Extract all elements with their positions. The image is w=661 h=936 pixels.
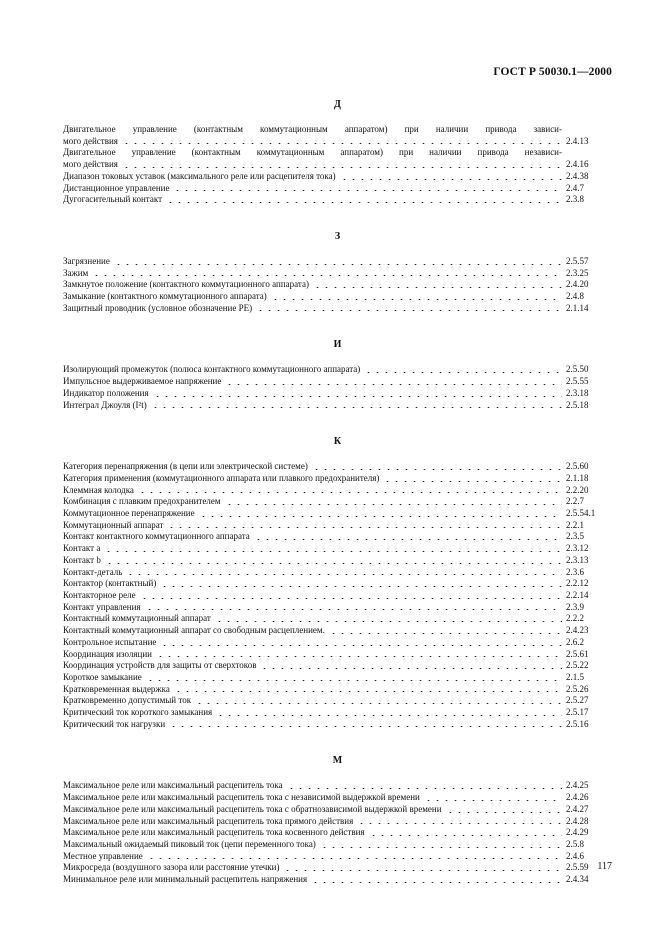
entry-ref: 2.4.29 xyxy=(566,827,589,838)
dot-leader xyxy=(104,551,562,552)
dot-leader xyxy=(287,788,562,789)
entry-ref: 2.4.25 xyxy=(566,780,589,791)
entry-ref: 2.5.55 xyxy=(566,376,589,387)
entry-ref: 2.4.13 xyxy=(566,135,589,146)
entry-term: Контакторное реле xyxy=(63,589,136,600)
dot-leader xyxy=(225,384,562,385)
entry-term: Максимальное реле или максимальный расцепитель тока с обратнозависимой выдержкой времени xyxy=(63,803,442,814)
dot-leader xyxy=(145,609,562,610)
entry-term-line1: Двигательное управление (контактным коммутационным аппаратом) при наличии привода независи- xyxy=(63,147,562,158)
index-section xyxy=(63,754,612,885)
entry-term: Коммутационное перенапряжение xyxy=(63,508,195,519)
entry-term: Короткое замыкание xyxy=(63,671,142,682)
dot-leader xyxy=(271,299,562,300)
entry-term: Координация изоляции xyxy=(63,648,152,659)
entry-ref: 2.1.5 xyxy=(566,671,584,682)
entry-ref: 2.4.28 xyxy=(566,815,589,826)
entry-term: Местное управление xyxy=(63,850,143,861)
entry-term: Контактный коммутационный аппарат xyxy=(63,613,211,624)
entry-term: Индикатор положения xyxy=(63,387,149,398)
dot-leader xyxy=(216,715,562,716)
dot-leader xyxy=(312,469,562,470)
page-number: 117 xyxy=(597,861,612,872)
entry-ref: 2.4.26 xyxy=(566,792,589,803)
index-entry xyxy=(63,684,612,696)
section-letter: М xyxy=(332,755,343,767)
entry-ref: 2.5.50 xyxy=(566,364,589,375)
dot-leader xyxy=(105,563,562,564)
entry-term: Критический ток короткого замыкания xyxy=(63,707,213,718)
entry-ref: 2.3.6 xyxy=(566,566,584,577)
entry-ref: 2.3.25 xyxy=(566,267,589,278)
index-entry xyxy=(63,874,612,886)
entry-ref: 2.4.27 xyxy=(566,803,589,814)
index-entry xyxy=(63,147,612,170)
dot-leader xyxy=(122,167,562,168)
index-section xyxy=(63,338,612,411)
entry-term: Контакт b xyxy=(63,554,101,565)
index-entry xyxy=(63,567,612,579)
index-entry xyxy=(63,839,612,851)
dot-leader xyxy=(92,275,562,276)
entry-term: Максимальное реле или максимальный расцепитель тока прямого действия xyxy=(63,815,354,826)
entry-ref: 2.5.57 xyxy=(566,255,589,266)
entry-term: Контактный коммутационный аппарат со свободным расцеплением. xyxy=(63,625,325,636)
entry-ref: 2.2.20 xyxy=(566,484,589,495)
entry-term: мого действия xyxy=(63,159,118,170)
entry-term: Контакт a xyxy=(63,543,101,554)
index-entry xyxy=(63,637,612,649)
entry-term: Замкнутое положение (контактного коммутационного аппарата) xyxy=(63,279,309,290)
entry-term: Замыкание (контактного коммутационного аппарата) xyxy=(63,291,267,302)
entry-term: Диапазон токовых уставок (максимального реле или расцепителя тока) xyxy=(63,170,336,181)
dot-leader xyxy=(153,396,562,397)
dot-leader xyxy=(167,527,562,528)
entry-ref: 2.5.60 xyxy=(566,461,589,472)
entry-ref: 2.5.61 xyxy=(566,648,589,659)
dot-leader xyxy=(166,202,562,203)
dot-leader xyxy=(283,870,562,871)
dot-leader xyxy=(122,143,562,144)
entry-ref: 2.4.8 xyxy=(566,291,584,302)
index-entry xyxy=(63,194,612,206)
index-section xyxy=(63,435,612,730)
index-entry xyxy=(63,578,612,590)
index-section xyxy=(63,230,612,315)
entry-term: Зажим xyxy=(63,267,89,278)
index-entry xyxy=(63,291,612,303)
entry-ref: 2.2.12 xyxy=(566,578,589,589)
index-entry xyxy=(63,555,612,567)
entry-ref: 2.5.8 xyxy=(566,838,584,849)
dot-leader xyxy=(340,179,562,180)
entry-term: Кратковременно допустимый ток xyxy=(63,695,192,706)
dot-leader xyxy=(199,516,562,517)
dot-leader xyxy=(313,287,562,288)
entry-term: Микросреда (воздушного зазора или расстояние утечки) xyxy=(63,862,280,873)
index-entry xyxy=(63,508,612,520)
entry-term: Максимальное реле или максимальный расцепитель тока косвенного действия xyxy=(63,827,365,838)
entry-term: Максимальный ожидаемый пиковый ток (цепи переменного тока) xyxy=(63,838,316,849)
entry-term: Контакт-деталь xyxy=(63,566,123,577)
index-entry xyxy=(63,649,612,661)
entry-term: Контакт контактного коммутационного аппарата xyxy=(63,531,250,542)
entry-term: Клеммная колодка xyxy=(63,484,134,495)
entry-ref: 2.2.2 xyxy=(566,613,584,624)
index-entry xyxy=(63,590,612,602)
dot-leader xyxy=(173,190,562,191)
entry-ref: 2.5.59 xyxy=(566,862,589,873)
dot-leader xyxy=(225,504,562,505)
index-entry xyxy=(63,303,612,315)
index-entry xyxy=(63,602,612,614)
section-letter: Д xyxy=(334,99,341,110)
dot-leader xyxy=(357,823,562,824)
entry-ref: 2.3.13 xyxy=(566,554,589,565)
index-entry xyxy=(63,256,612,268)
index-entry xyxy=(63,279,612,291)
entry-term: Интеграл Джоуля (I²t) xyxy=(63,399,147,410)
index-entry xyxy=(63,862,612,874)
entry-term: Дистанционное управление xyxy=(63,182,170,193)
entry-term: Категория перенапряжения (в цепи или электрической системе) xyxy=(63,461,308,472)
entry-ref: 2.5.54.1 xyxy=(566,508,596,519)
dot-leader xyxy=(424,800,562,801)
dot-leader xyxy=(138,492,562,493)
entry-ref: 2.5.18 xyxy=(566,399,589,410)
entry-term: Критический ток нагрузки xyxy=(63,718,166,729)
dot-leader xyxy=(160,645,562,646)
dot-leader xyxy=(126,574,562,575)
entry-term: Координация устройств для защиты от сверхтоков xyxy=(63,660,257,671)
index-entry xyxy=(63,364,612,376)
dot-leader xyxy=(383,481,562,482)
index-entry xyxy=(63,268,612,280)
entry-term: Максимальное реле или максимальный расцепитель тока с независимой выдержкой времени xyxy=(63,792,420,803)
entry-ref: 2.4.20 xyxy=(566,279,589,290)
entry-term: мого действия xyxy=(63,135,118,146)
entry-term: Защитный проводник (условное обозначение PE) xyxy=(63,302,253,313)
entry-ref: 2.4.38 xyxy=(566,170,589,181)
entry-term: Импульсное выдерживаемое напряжение xyxy=(63,376,222,387)
dot-leader xyxy=(147,858,562,859)
entry-ref: 2.5.22 xyxy=(566,660,589,671)
entry-ref: 2.5.16 xyxy=(566,718,589,729)
entry-ref: 2.4.16 xyxy=(566,159,589,170)
dot-leader xyxy=(369,835,562,836)
index-entry xyxy=(63,461,612,473)
dot-leader xyxy=(329,633,562,634)
dot-leader xyxy=(311,882,562,883)
entry-term: Загрязнение xyxy=(63,255,110,266)
entry-term: Коммутационный аппарат xyxy=(63,519,164,530)
index-section xyxy=(63,98,612,206)
entry-ref: 2.3.5 xyxy=(566,531,584,542)
index-entry xyxy=(63,613,612,625)
dot-leader xyxy=(151,407,562,408)
dot-leader xyxy=(215,621,562,622)
entry-ref: 2.2.1 xyxy=(566,519,584,530)
entry-ref: 2.3.12 xyxy=(566,543,589,554)
entry-term: Кратковременная выдержка xyxy=(63,683,170,694)
entry-term: Комбинация с плавким предохранителем xyxy=(63,496,221,507)
entry-term: Контакт управления xyxy=(63,601,141,612)
dot-leader xyxy=(256,310,562,311)
index-entry xyxy=(63,543,612,555)
entry-ref: 2.4.23 xyxy=(566,625,589,636)
entry-term: Дугогасительный контакт xyxy=(63,194,163,205)
index-content xyxy=(63,94,612,886)
index-entry xyxy=(63,804,612,816)
index-entry xyxy=(63,400,612,412)
dot-leader xyxy=(114,264,562,265)
document-header: ГОСТ Р 50030.1—2000 xyxy=(493,66,612,78)
dot-leader xyxy=(156,656,562,657)
index-entry xyxy=(63,183,612,195)
entry-ref: 2.1.14 xyxy=(566,302,589,313)
entry-ref: 2.2.14 xyxy=(566,589,589,600)
dot-leader xyxy=(169,726,562,727)
entry-ref: 2.4.7 xyxy=(566,182,584,193)
entry-term: Контактор (контактный) xyxy=(63,578,157,589)
dot-leader xyxy=(174,691,562,692)
index-entry xyxy=(63,520,612,532)
index-entry xyxy=(63,376,612,388)
entry-term-line1: Двигательное управление (контактным коммутационным аппаратом) при наличии привода зависи- xyxy=(63,124,562,134)
index-entry xyxy=(63,719,612,731)
index-entry xyxy=(63,707,612,719)
entry-ref: 2.1.18 xyxy=(566,472,589,483)
entry-ref: 2.3.9 xyxy=(566,601,584,612)
entry-term: Категория применения (коммутационного аппарата или плавкого предохранителя) xyxy=(63,472,380,483)
index-entry xyxy=(63,124,612,147)
entry-ref: 2.4.34 xyxy=(566,874,589,885)
index-entry xyxy=(63,473,612,485)
index-entry xyxy=(63,851,612,863)
entry-term: Минимальное реле или минимальный расцепитель напряжения xyxy=(63,874,308,885)
dot-leader xyxy=(446,812,562,813)
dot-leader xyxy=(140,598,562,599)
dot-leader xyxy=(260,668,562,669)
index-entry xyxy=(63,660,612,672)
entry-ref: 2.6.2 xyxy=(566,636,584,647)
dot-leader xyxy=(146,680,562,681)
index-entry xyxy=(63,625,612,637)
entry-term: Максимальное реле или максимальный расцепитель тока xyxy=(63,780,283,791)
index-entry xyxy=(63,485,612,497)
index-entry xyxy=(63,531,612,543)
entry-term: Изолирующий промежуток (полюса контактного коммутационного аппарата) xyxy=(63,364,361,375)
index-entry xyxy=(63,780,612,792)
dot-leader xyxy=(320,847,562,848)
entry-term: Контрольное испытание xyxy=(63,636,157,647)
dot-leader xyxy=(254,539,562,540)
entry-ref: 2.5.26 xyxy=(566,683,589,694)
index-entry xyxy=(63,496,612,508)
entry-ref: 2.2.7 xyxy=(566,496,584,507)
index-entry xyxy=(63,792,612,804)
entry-ref: 2.5.17 xyxy=(566,707,589,718)
dot-leader xyxy=(364,372,562,373)
section-letter: И xyxy=(333,339,342,351)
entry-ref: 2.3.18 xyxy=(566,387,589,398)
section-letter: К xyxy=(333,436,342,448)
dot-leader xyxy=(160,586,562,587)
index-entry xyxy=(63,695,612,707)
index-entry xyxy=(63,388,612,400)
section-letter: З xyxy=(334,230,341,242)
entry-ref: 2.5.27 xyxy=(566,695,589,706)
entry-ref: 2.3.8 xyxy=(566,194,584,205)
index-entry xyxy=(63,816,612,828)
index-entry xyxy=(63,171,612,183)
dot-leader xyxy=(195,703,562,704)
index-entry xyxy=(63,672,612,684)
entry-ref: 2.4.6 xyxy=(566,850,584,861)
index-entry xyxy=(63,827,612,839)
